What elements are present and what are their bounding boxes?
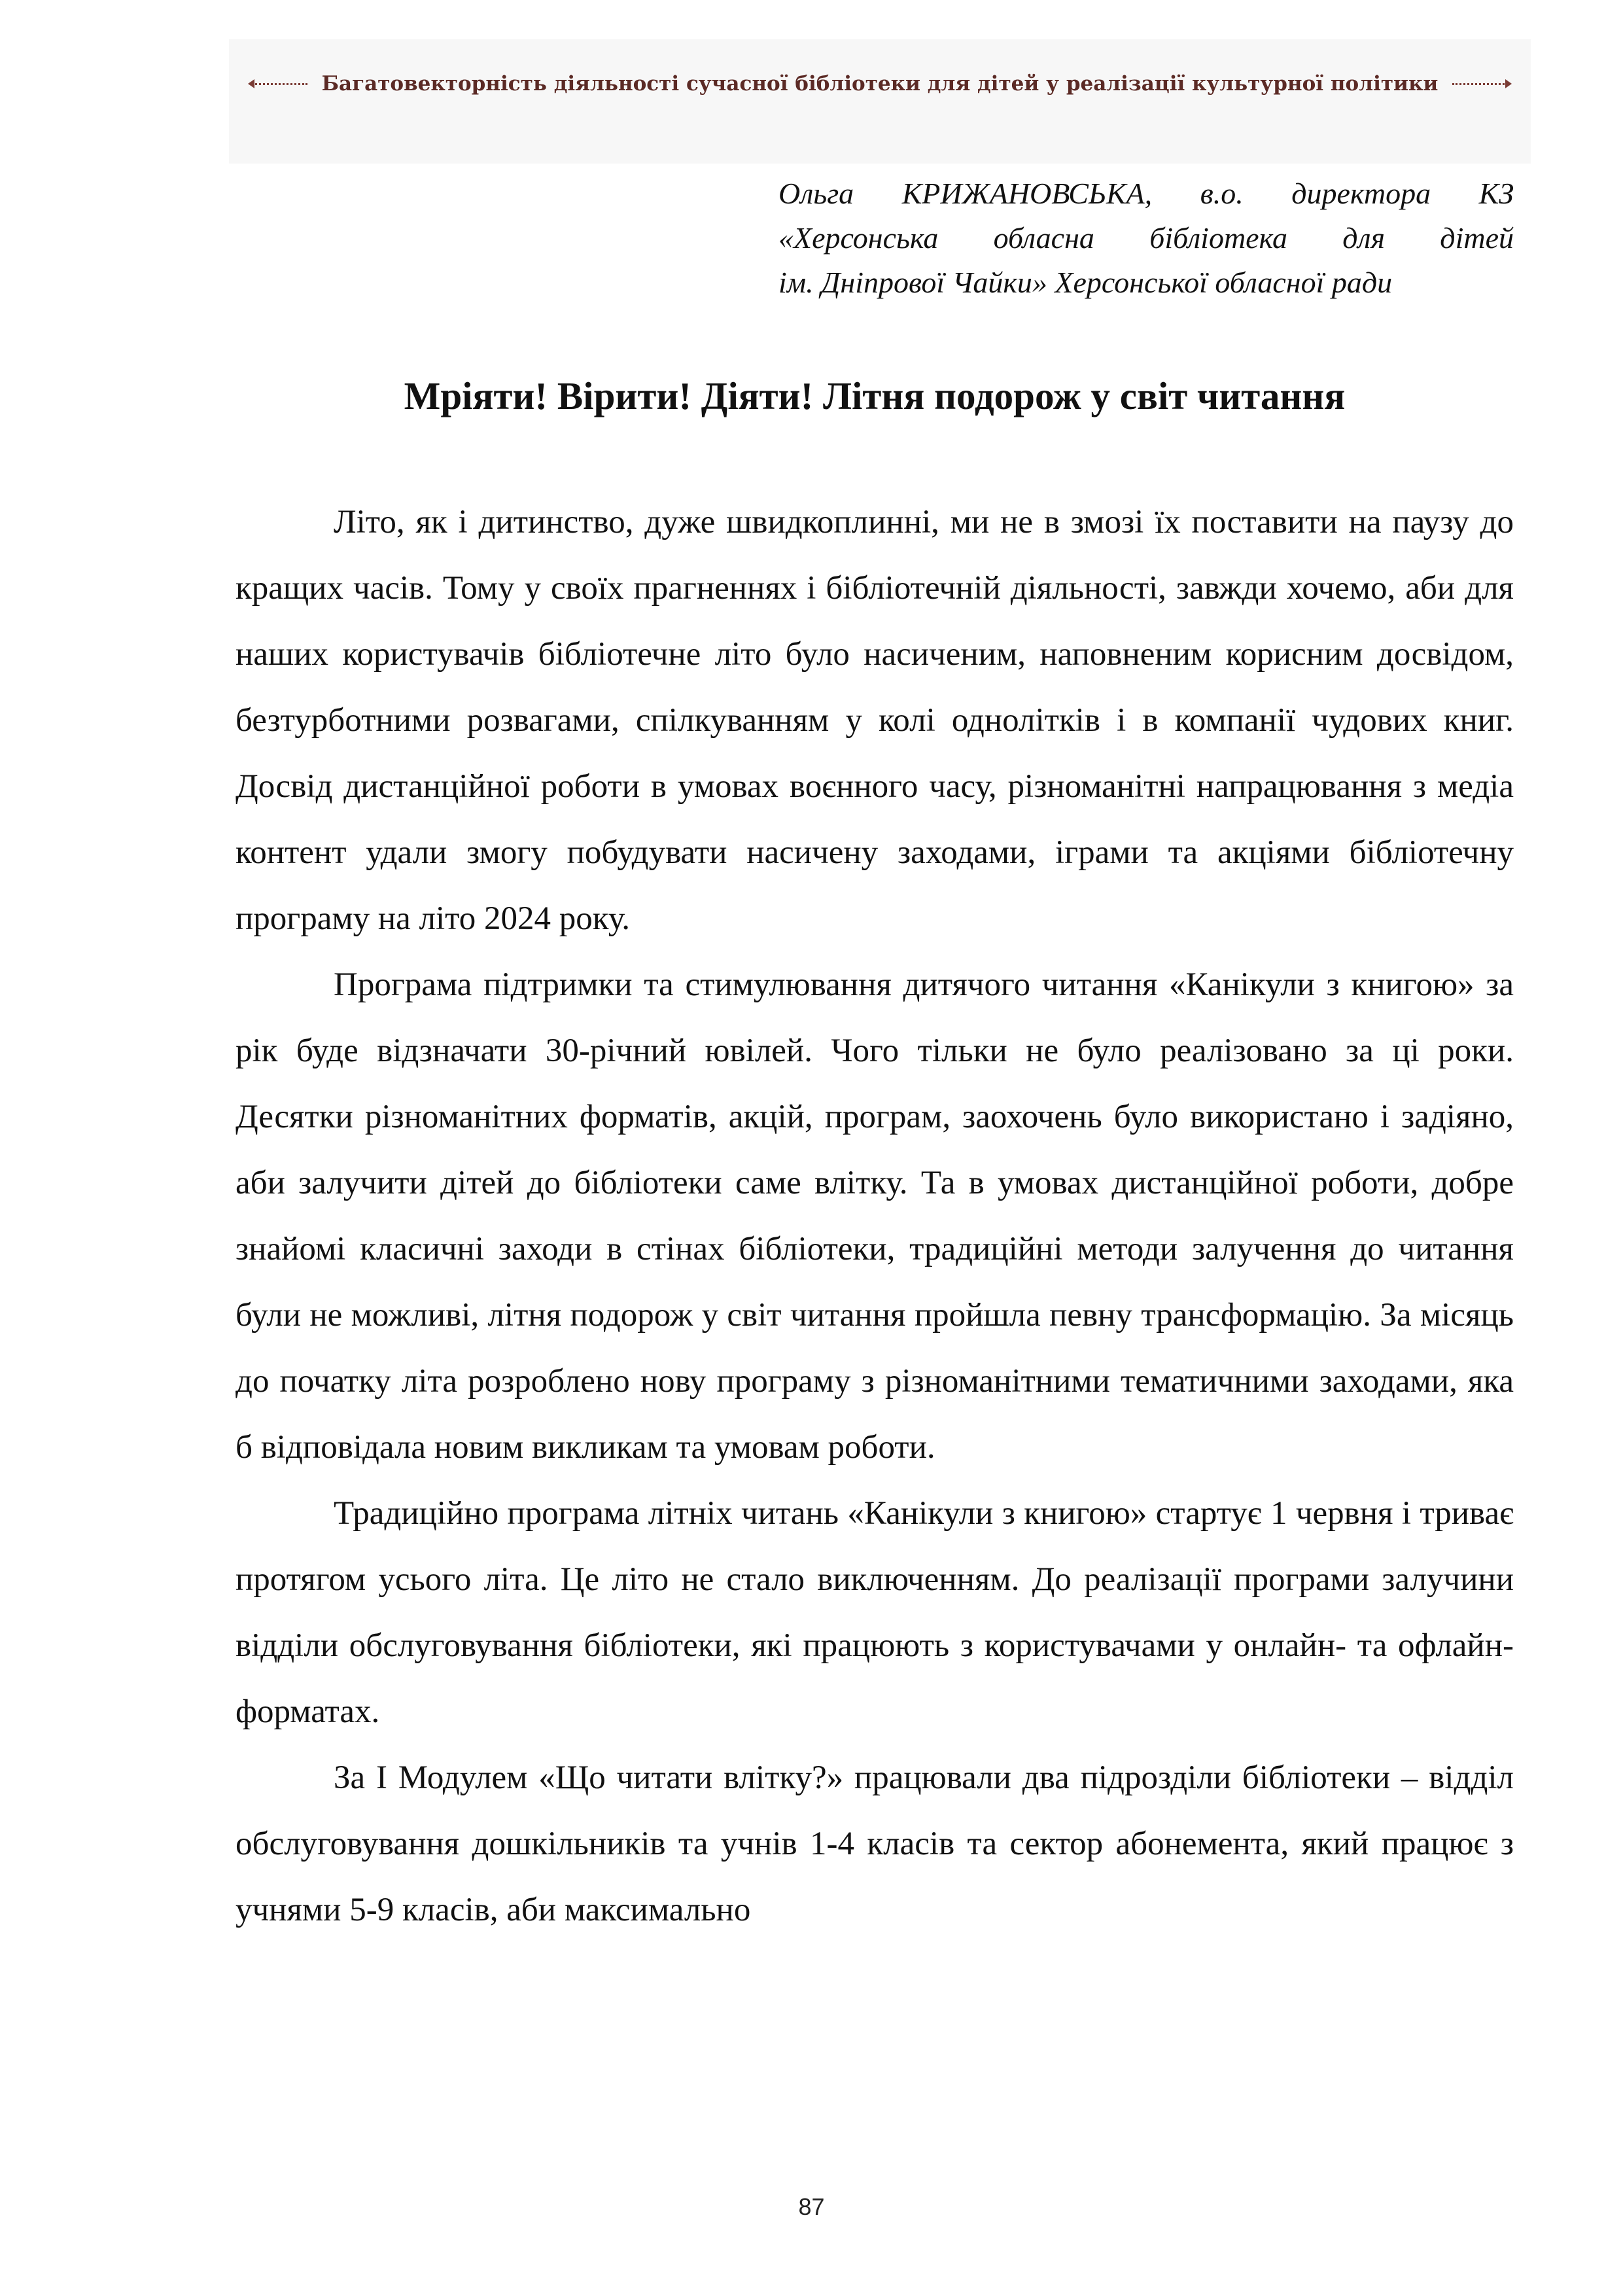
author-line-2: «Херсонська обласна бібліотека для дітей: [778, 221, 1514, 255]
article-body: [236, 489, 1514, 1943]
header-right-ornament: [1452, 83, 1508, 85]
running-header: [252, 65, 1508, 102]
running-header-title: Багатовекторність діяльності сучасної бібліотеки для дітей у реалізації культурної політики: [321, 72, 1439, 96]
paragraph-4: За І Модулем «Що читати влітку?» працювали два підрозділи бібліотеки – відділ обслуговування дошкільників та учнів 1-4 класів та сектор абонемента, який працює з учнями 5-9 класів, аби максимально: [236, 1759, 1514, 1928]
page-number: 87: [798, 2193, 825, 2220]
paragraph-3: Традиційно програма літніх читань «Канікули з книгою» стартує 1 червня і триває протягом усього літа. Це літо не стало виключенням. До реалізації програми залучини відділи обслуговування бібліотеки, які працюють з користувачами у онлайн- та офлайн-форматах.: [236, 1495, 1514, 1730]
paragraph-2: Програма підтримки та стимулювання дитячого читання «Канікули з книгою» за рік буде відзначати 30-річний ювілей. Чого тільки не було реалізовано за ці роки. Десятки різноманітних форматів, акцій, програм, заохочень було використано і задіяно, аби залучити дітей до бібліотеки саме влітку. Та в умовах дистанційної роботи, добре знайомі класичні заходи в стінах бібліотеки, традиційні методи залучення до читання були не можливі, літня подорож у світ читання пройшла певну трансформацію. За місяць до початку літа розроблено нову програму з різноманітними тематичними заходами, яка б відповідала новим викликам та умовам роботи.: [236, 966, 1514, 1466]
article-title: Мріяти! Вірити! Діяти! Літня подорож у світ читання: [404, 374, 1346, 417]
header-left-ornament: [252, 83, 307, 85]
paragraph-1: Літо, як і дитинство, дуже швидкоплинні, ми не в змозі їх поставити на паузу до кращих часів. Тому у своїх прагненнях і бібліотечній діяльності, завжди хочемо, аби для наших користувачів бібліотечне літо було насиченим, наповненим корисним досвідом, безтурботними розвагами, спілкуванням у колі однолітків і в компанії чудових книг. Досвід дистанційної роботи в умовах воєнного часу, різноманітні напрацювання з медіа контент удали змогу побудувати насичену заходами, іграми та акціями бібліотечну програму на літо 2024 року.: [236, 504, 1514, 937]
author-line-3: ім. Дніпрової Чайки» Херсонської обласної ради: [778, 266, 1393, 299]
author-block: [778, 171, 1514, 305]
author-line-1: Ольга КРИЖАНОВСЬКА, в.о. директора КЗ: [778, 177, 1514, 210]
